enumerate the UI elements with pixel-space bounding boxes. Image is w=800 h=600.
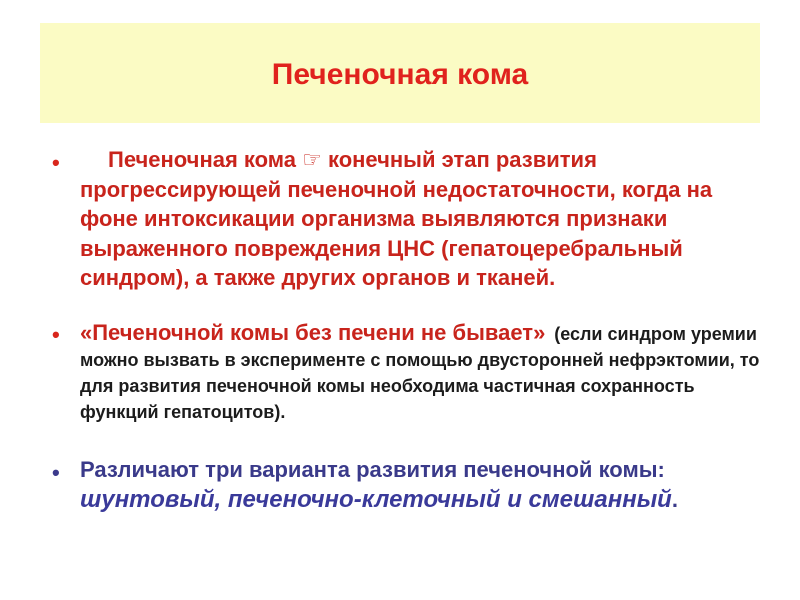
bullet-item-variants	[80, 455, 760, 514]
definition-text: конечный этап развития прогрессирующей печеночной недостаточности, когда на фоне интоксикации организма выявляются признаки выраженного повреждения ЦНС (гепатоцеребральный синдром), а также других органов и тканей.	[80, 147, 713, 290]
quote-explanation: (если синдром уремии можно вызвать в эксперименте с помощью двусторонней нефрэктомии, то для развития печеночной комы необходима частичная сохранность функций гепатоцитов).	[80, 324, 760, 422]
title-banner	[40, 23, 760, 123]
variants-lead: Различают три варианта развития печеночной комы:	[80, 457, 665, 482]
variants-end: .	[671, 486, 678, 512]
bullet-marker: •	[52, 322, 60, 347]
bullet-marker: •	[52, 460, 60, 485]
slide-title: Печеночная кома	[271, 58, 529, 91]
bullet-item-definition	[80, 145, 760, 293]
bullet-item-quote	[80, 320, 760, 426]
quote-text: «Печеночной комы без печени не бывает»	[80, 320, 546, 345]
definition-lead: Печеночная кома ☞	[108, 147, 328, 172]
variants-list: шунтовый, печеночно-клеточный и смешанный	[80, 485, 672, 513]
bullet-marker: •	[52, 150, 60, 175]
